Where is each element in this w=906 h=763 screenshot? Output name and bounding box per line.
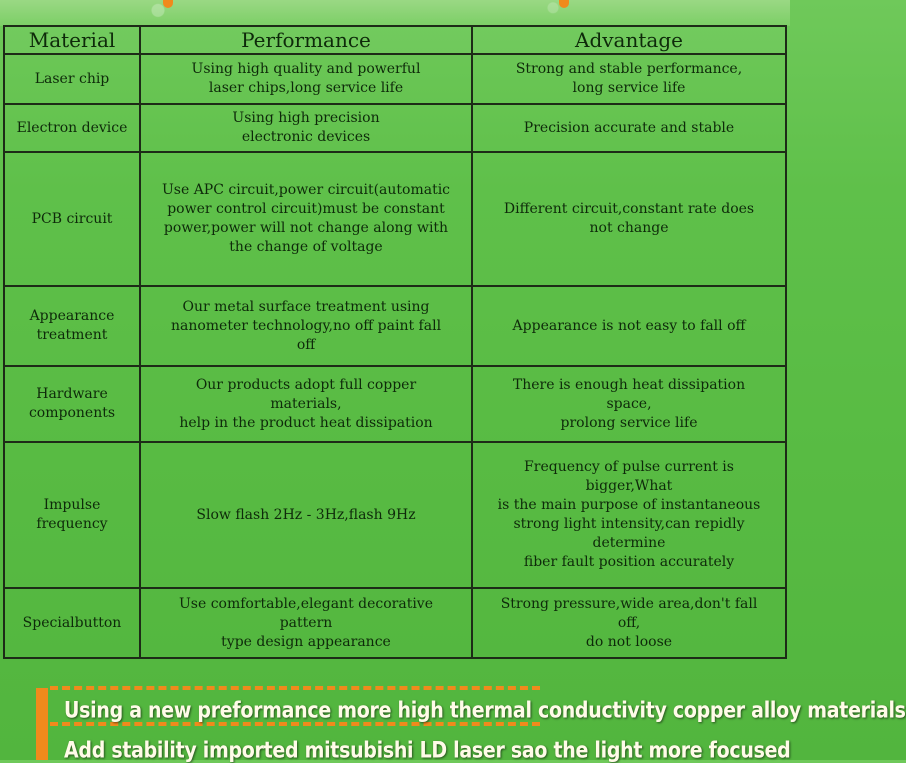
grass-header-strip bbox=[0, 0, 790, 26]
cell-performance bbox=[140, 588, 472, 658]
cell-line: not change bbox=[589, 220, 669, 236]
cell-line: Appearance bbox=[29, 308, 115, 324]
table-row bbox=[4, 588, 786, 658]
cell-line: Laser chip bbox=[34, 70, 110, 87]
cell-advantage bbox=[472, 152, 786, 286]
feature-banner bbox=[36, 682, 906, 763]
cell-performance bbox=[140, 104, 472, 152]
spec-table bbox=[3, 25, 787, 659]
cell-advantage bbox=[472, 588, 786, 658]
table-body bbox=[4, 54, 786, 658]
cell-advantage bbox=[472, 104, 786, 152]
table-row bbox=[4, 442, 786, 588]
cell-line: Electron device bbox=[16, 119, 128, 136]
table-row bbox=[4, 366, 786, 442]
column-header-advantage: Advantage bbox=[472, 26, 786, 54]
table-row bbox=[4, 152, 786, 286]
cell-line: bigger,What bbox=[585, 478, 673, 494]
cell-line: Using high precision bbox=[232, 110, 380, 126]
cell-performance bbox=[140, 366, 472, 442]
cell-material bbox=[4, 366, 140, 442]
cell-line: components bbox=[28, 405, 116, 421]
cell-line: Hardware bbox=[36, 386, 108, 402]
cell-material bbox=[4, 54, 140, 104]
banner-accent-bar bbox=[36, 688, 48, 760]
cell-line: power control circuit)must be constant bbox=[167, 201, 445, 217]
cell-line: long service life bbox=[572, 80, 686, 96]
column-header-performance: Performance bbox=[140, 26, 472, 54]
cell-line: materials, bbox=[270, 395, 342, 412]
cell-performance bbox=[140, 54, 472, 104]
cell-line: off bbox=[296, 336, 316, 353]
cell-line: is the main purpose of instantaneous bbox=[497, 497, 761, 513]
cell-advantage bbox=[472, 54, 786, 104]
cell-line: type design appearance bbox=[221, 633, 391, 650]
cell-line: Our metal surface treatment using bbox=[182, 298, 430, 315]
cell-line: fiber fault position accurately bbox=[523, 554, 735, 570]
cell-line: treatment bbox=[36, 327, 108, 343]
table-row bbox=[4, 104, 786, 152]
cell-line: Our products adopt full copper bbox=[195, 376, 417, 393]
cell-line: Specialbutton bbox=[22, 614, 122, 631]
cell-material bbox=[4, 442, 140, 588]
cell-line: Use comfortable,elegant decorative bbox=[178, 595, 434, 612]
cell-line: Use APC circuit,power circuit(automatic bbox=[161, 182, 451, 198]
spec-table-container bbox=[3, 25, 785, 659]
cell-line: Strong pressure,wide area,don't fall bbox=[500, 595, 758, 612]
cell-line: Appearance is not easy to fall off bbox=[512, 317, 746, 334]
cell-advantage bbox=[472, 366, 786, 442]
cell-line: strong light intensity,can repidly bbox=[513, 516, 745, 532]
cell-line: prolong service life bbox=[560, 414, 698, 431]
banner-line-2: Add stability imported mitsubishi LD laser sao the light more focused bbox=[64, 738, 791, 763]
banner-dashed-line bbox=[50, 686, 540, 690]
cell-line: nanometer technology,no off paint fall bbox=[170, 317, 442, 334]
cell-line: help in the product heat dissipation bbox=[179, 414, 433, 431]
cell-material bbox=[4, 152, 140, 286]
cell-advantage bbox=[472, 442, 786, 588]
cell-line: Frequency of pulse current is bbox=[524, 459, 734, 475]
cell-line: Different circuit,constant rate does bbox=[503, 201, 755, 217]
cell-performance bbox=[140, 442, 472, 588]
cell-line: Impulse frequency bbox=[36, 497, 108, 532]
cell-line: Precision accurate and stable bbox=[523, 119, 735, 136]
cell-material bbox=[4, 104, 140, 152]
cell-line: the change of voltage bbox=[229, 239, 383, 255]
cell-material bbox=[4, 588, 140, 658]
table-row bbox=[4, 54, 786, 104]
table-header-row bbox=[4, 26, 786, 54]
cell-line: laser chips,long service life bbox=[208, 80, 404, 96]
cell-line: electronic devices bbox=[241, 129, 371, 145]
cell-advantage bbox=[472, 286, 786, 366]
cell-line: Using high quality and powerful bbox=[191, 61, 421, 77]
cell-line: Strong and stable performance, bbox=[515, 61, 743, 77]
cell-line: do not loose bbox=[585, 633, 673, 650]
cell-line: Slow flash 2Hz - 3Hz,flash 9Hz bbox=[196, 506, 416, 523]
cell-performance bbox=[140, 152, 472, 286]
column-header-material: Material bbox=[4, 26, 140, 54]
cell-line: pattern bbox=[279, 614, 333, 631]
cell-performance bbox=[140, 286, 472, 366]
table-row bbox=[4, 286, 786, 366]
cell-material bbox=[4, 286, 140, 366]
cell-line: There is enough heat dissipation bbox=[512, 376, 746, 393]
banner-line-1: Using a new preformance more high thermal conductivity copper alloy materials bbox=[64, 698, 906, 724]
cell-line: off, bbox=[617, 614, 641, 631]
cell-line: PCB circuit bbox=[31, 210, 113, 227]
cell-line: power,power will not change along with bbox=[163, 220, 449, 236]
cell-line: determine bbox=[592, 535, 666, 551]
cell-line: space, bbox=[606, 395, 652, 412]
